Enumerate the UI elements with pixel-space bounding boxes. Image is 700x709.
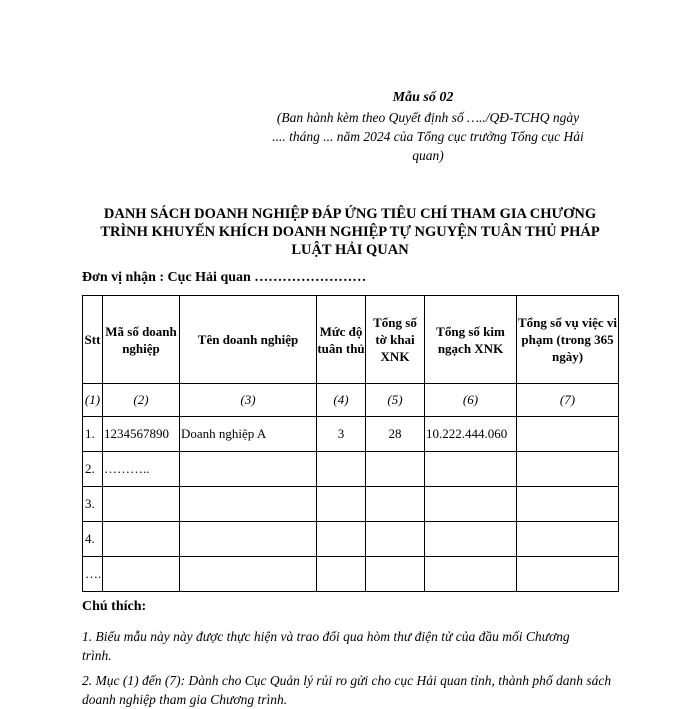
cell-name: [180, 452, 317, 487]
column-number: (4): [317, 384, 366, 417]
column-header-declarations: Tổng số tờ khai XNK: [366, 296, 425, 384]
cell-turnover: [425, 452, 517, 487]
cell-turnover: 10.222.444.060: [425, 417, 517, 452]
table-row: [83, 417, 619, 452]
issuance-note: (Ban hành kèm theo Quyết định số …../QĐ-TCHQ ngày .... tháng ... năm 2024 của Tổng cục trưởng Tổng cục Hải quan): [272, 110, 584, 163]
cell-declarations: [366, 487, 425, 522]
cell-violations: [517, 557, 619, 592]
cell-stt: ….: [83, 557, 103, 592]
cell-declarations: 28: [366, 417, 425, 452]
column-number: (6): [425, 384, 517, 417]
column-number-row: [83, 384, 619, 417]
cell-declarations: [366, 557, 425, 592]
table-row: [83, 487, 619, 522]
enterprise-table: [82, 295, 619, 592]
cell-stt: 1.: [83, 417, 103, 452]
cell-code: [103, 487, 180, 522]
table-row: [83, 557, 619, 592]
cell-turnover: [425, 522, 517, 557]
cell-turnover: [425, 487, 517, 522]
cell-name: [180, 557, 317, 592]
cell-compliance: 3: [317, 417, 366, 452]
cell-stt: 2.: [83, 452, 103, 487]
column-number: (1): [83, 384, 103, 417]
cell-code: [103, 522, 180, 557]
column-header-turnover: Tổng số kim ngạch XNK: [425, 296, 517, 384]
cell-violations: [517, 452, 619, 487]
cell-violations: [517, 522, 619, 557]
note-item: 1. Biểu mẫu này này được thực hiện và trao đổi qua hòm thư điện tử của đầu mối Chương trình.: [82, 629, 570, 663]
cell-violations: [517, 417, 619, 452]
cell-declarations: [366, 522, 425, 557]
note-item: 2. Mục (1) đến (7): Dành cho Cục Quản lý rủi ro gửi cho cục Hải quan tỉnh, thành phố danh sách doanh nghiệp tham gia Chương trình.: [82, 673, 612, 707]
cell-stt: 3.: [83, 487, 103, 522]
cell-name: [180, 487, 317, 522]
column-header-name: Tên doanh nghiệp: [180, 296, 317, 384]
cell-compliance: [317, 522, 366, 557]
cell-compliance: [317, 557, 366, 592]
cell-name: Doanh nghiệp A: [180, 417, 317, 452]
table-row: [83, 452, 619, 487]
cell-violations: [517, 487, 619, 522]
recipient-line: Đơn vị nhận : Cục Hải quan ……………………: [82, 270, 367, 285]
column-header-compliance: Mức độ tuân thủ: [317, 296, 366, 384]
form-number: Mẫu số 02: [392, 90, 454, 105]
cell-code: ………..: [103, 452, 180, 487]
cell-compliance: [317, 487, 366, 522]
document-title: DANH SÁCH DOANH NGHIỆP ĐÁP ỨNG TIÊU CHÍ THAM GIA CHƯƠNG TRÌNH KHUYẾN KHÍCH DOANH NGHIỆP TỰ NGUYỆN TUÂN THỦ PHÁP LUẬT HẢI QUAN: [100, 206, 600, 258]
column-number: (2): [103, 384, 180, 417]
cell-turnover: [425, 557, 517, 592]
cell-name: [180, 522, 317, 557]
cell-code: 1234567890: [103, 417, 180, 452]
column-number: (5): [366, 384, 425, 417]
table-row: [83, 522, 619, 557]
cell-declarations: [366, 452, 425, 487]
column-number: (7): [517, 384, 619, 417]
column-number: (3): [180, 384, 317, 417]
table-header-row: [83, 296, 619, 384]
column-header-code: Mã số doanh nghiệp: [103, 296, 180, 384]
cell-stt: 4.: [83, 522, 103, 557]
cell-compliance: [317, 452, 366, 487]
cell-code: [103, 557, 180, 592]
column-header-stt: Stt: [83, 296, 103, 384]
column-header-violations: Tổng số vụ việc vi phạm (trong 365 ngày): [517, 296, 619, 384]
notes-heading: Chú thích:: [82, 599, 147, 614]
